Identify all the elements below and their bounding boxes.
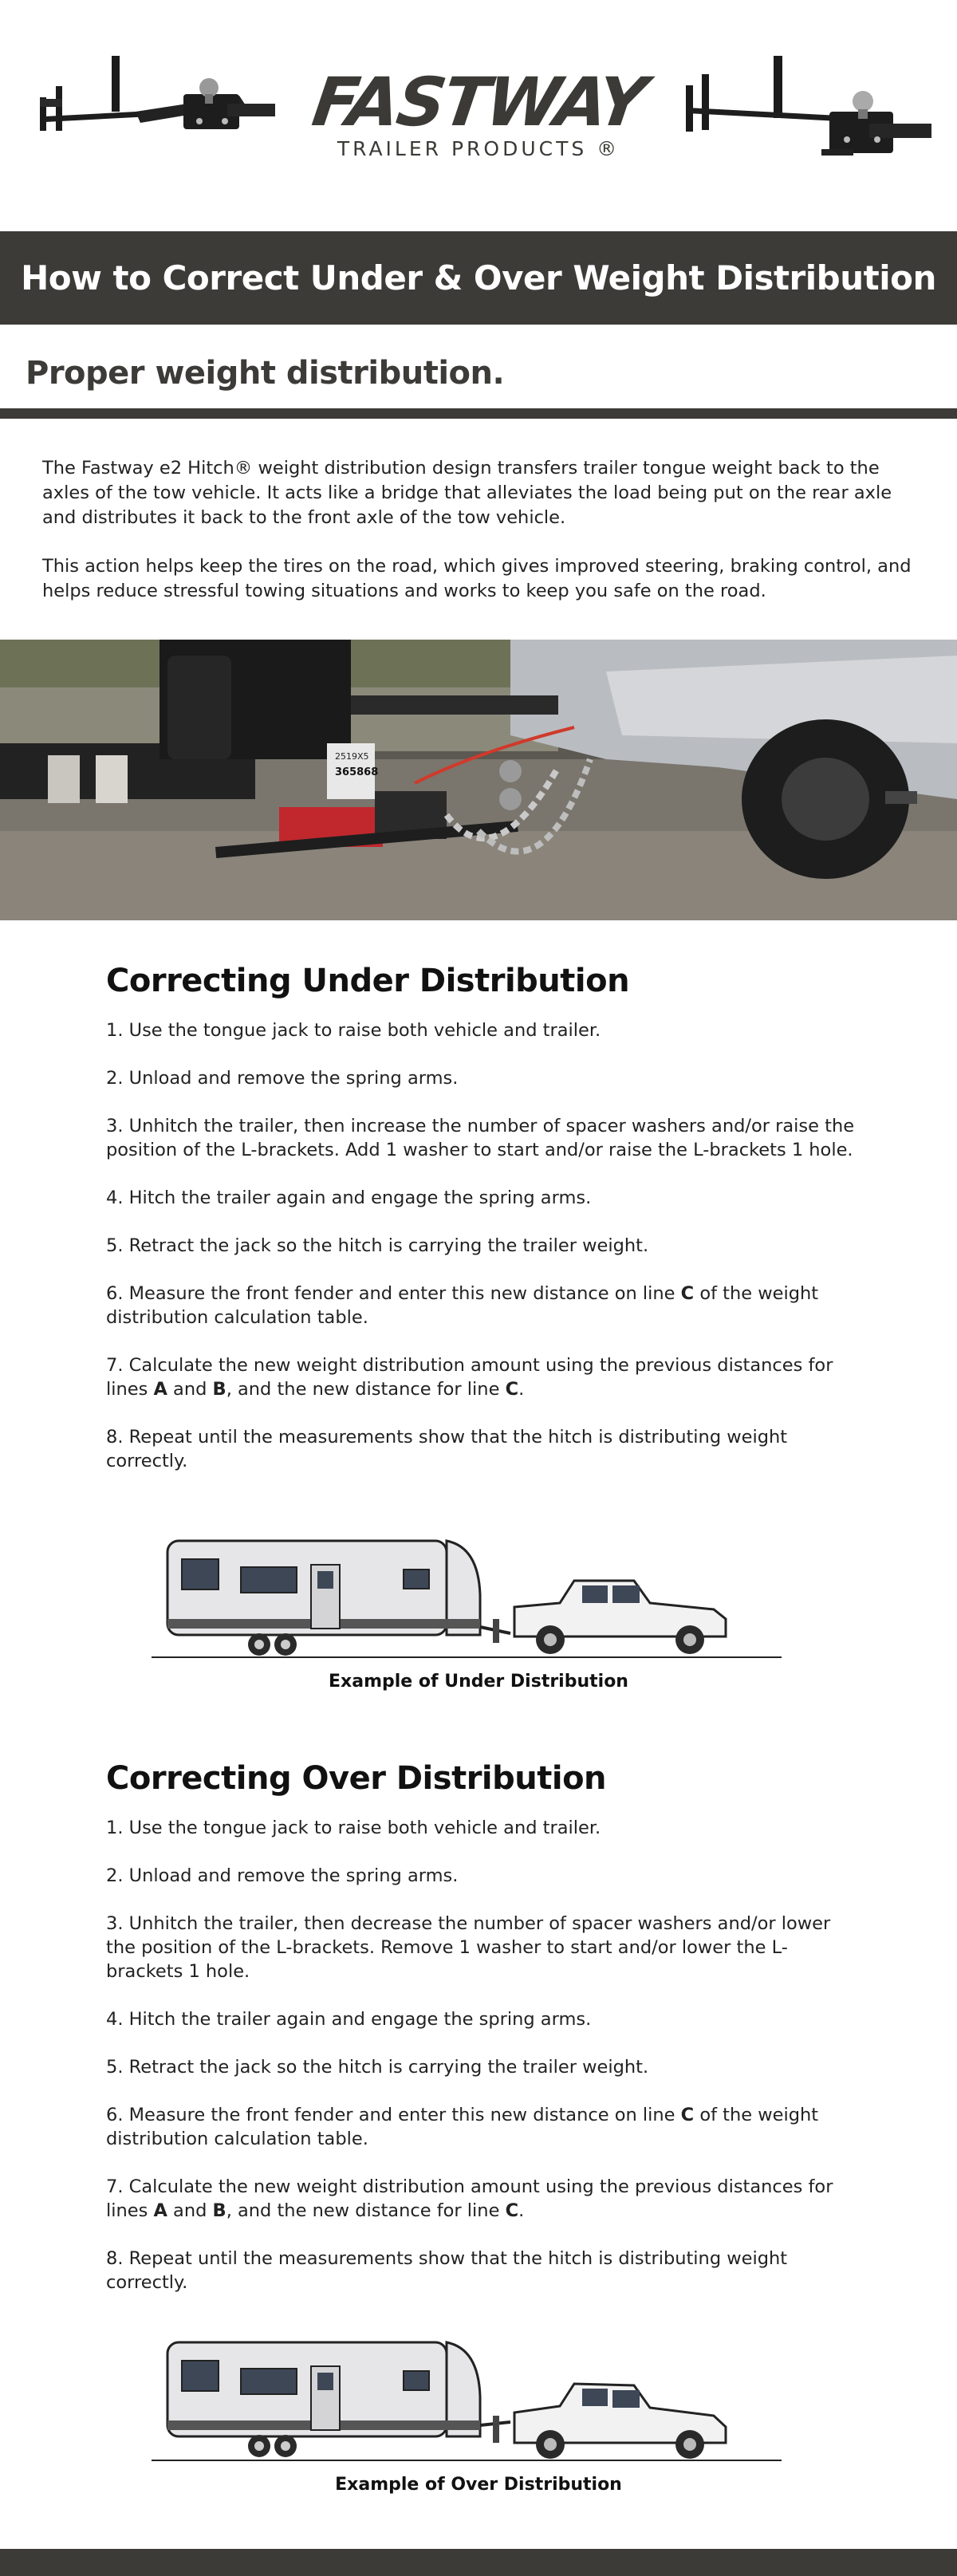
over-caption: Example of Over Distribution — [335, 2475, 622, 2495]
page-title: How to Correct Under & Over Weight Distribution — [21, 258, 936, 297]
hitch-product-image-right — [678, 44, 933, 183]
under-step-1: 1. Use the tongue jack to raise both vehicle and trailer. — [106, 1020, 601, 1041]
over-step-2: 2. Unload and remove the spring arms. — [106, 1865, 459, 1886]
under-step-4: 4. Hitch the trailer again and engage the spring arms. — [106, 1188, 592, 1208]
page-header — [0, 0, 957, 231]
over-step-4: 4. Hitch the trailer again and engage the spring arms. — [106, 2009, 592, 2030]
intro-paragraph: This action helps keep the tires on the road, which gives improved steering, braking control, and helps reduce stressful towing situations and works to keep you safe on the road. — [42, 556, 912, 601]
over-step-6 — [106, 2103, 856, 2151]
line-c-label: C — [505, 1379, 519, 1400]
over-step-1: 1. Use the tongue jack to raise both vehicle and trailer. — [106, 1818, 601, 1838]
photo-sticker-top: 2519X5 — [335, 751, 369, 762]
line-a-label: A — [153, 2200, 167, 2221]
line-b-label: B — [212, 2200, 226, 2221]
line-b-label: B — [212, 1379, 226, 1400]
over-step-7-and: and — [167, 2200, 213, 2221]
fastway-logo[interactable] — [307, 63, 650, 160]
under-step-6-end: of the weight distribution calculation table. — [106, 1283, 819, 1328]
footer-band — [0, 2549, 957, 2576]
under-step-7-mid: , and the new distance for line — [226, 1379, 506, 1400]
under-step-6-text: 6. Measure the front fender and enter this new distance on line — [106, 1283, 681, 1304]
over-heading: Correcting Over Distribution — [106, 1760, 607, 1797]
over-step-5: 5. Retract the jack so the hitch is carrying the trailer weight. — [106, 2057, 649, 2078]
under-step-7-text: 7. Calculate the new weight distribution amount using the previous distances for lines — [106, 1355, 833, 1400]
line-c-label: C — [680, 1283, 695, 1304]
over-distribution-section — [106, 1759, 856, 2318]
over-step-6-text: 6. Measure the front fender and enter this new distance on line — [106, 2105, 681, 2125]
under-step-6 — [106, 1282, 856, 1329]
under-step-7 — [106, 1353, 856, 1401]
under-step-5: 5. Retract the jack so the hitch is carrying the trailer weight. — [106, 1235, 649, 1256]
over-step-6-end: of the weight distribution calculation table. — [106, 2105, 819, 2149]
hitch-product-image-left — [40, 56, 279, 160]
under-distribution-illustration — [152, 1531, 790, 1667]
logo-tagline: TRAILER PRODUCTS ® — [337, 137, 620, 160]
hitch-installed-photo — [0, 640, 957, 920]
over-distribution-illustration — [152, 2333, 790, 2468]
section-heading: Proper weight distribution. — [26, 355, 505, 392]
under-step-8: 8. Repeat until the measurements show that the hitch is distributing weight correctly. — [106, 1427, 788, 1471]
under-distribution-section — [106, 961, 856, 1497]
under-step-7-end: . — [518, 1379, 525, 1400]
under-heading: Correcting Under Distribution — [106, 963, 630, 999]
line-c-label: C — [505, 2200, 519, 2221]
section-divider — [0, 408, 957, 419]
logo-wordmark: FASTWAY — [308, 63, 649, 141]
over-step-3: 3. Unhitch the trailer, then decrease the number of spacer washers and/or lower the position of the L-brackets. Remove 1 washer to start and/or lower the L-brackets 1 hole. — [106, 1913, 831, 1982]
under-step-3: 3. Unhitch the trailer, then increase the number of spacer washers and/or raise the position of the L-brackets. Add 1 washer to start and/or raise the L-brackets 1 hole. — [106, 1116, 855, 1160]
over-step-7-mid: , and the new distance for line — [226, 2200, 506, 2221]
intro-paragraph: The Fastway e2 Hitch® weight distribution design transfers trailer tongue weight back to the axles of the tow vehicle. It acts like a bridge that alleviates the load being put on the rear axle and distributes it back to the front axle of the tow vehicle. — [42, 458, 892, 528]
photo-sticker-bottom: 365868 — [335, 766, 379, 778]
intro-text — [42, 456, 920, 628]
over-step-8: 8. Repeat until the measurements show that the hitch is distributing weight correctly. — [106, 2248, 788, 2293]
over-step-7-end: . — [518, 2200, 525, 2221]
line-a-label: A — [153, 1379, 167, 1400]
under-step-2: 2. Unload and remove the spring arms. — [106, 1068, 459, 1089]
under-step-7-and: and — [167, 1379, 213, 1400]
over-step-7 — [106, 2175, 856, 2223]
line-c-label: C — [680, 2105, 695, 2125]
title-banner — [0, 231, 957, 325]
under-caption: Example of Under Distribution — [329, 1672, 628, 1692]
over-step-7-text: 7. Calculate the new weight distribution amount using the previous distances for lines — [106, 2176, 833, 2221]
